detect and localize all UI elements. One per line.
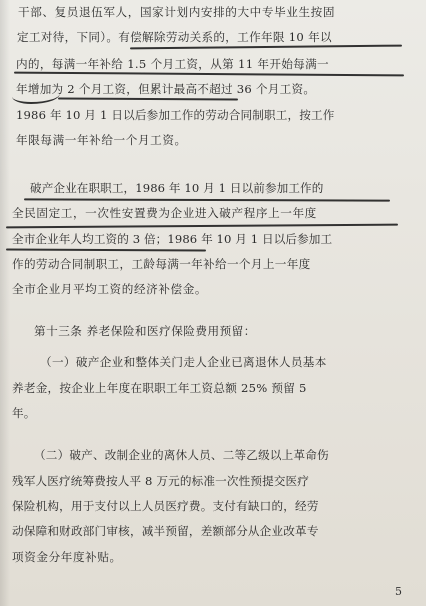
pen-underline-mark	[6, 248, 206, 251]
pen-underline-mark	[12, 86, 60, 104]
pen-underline-mark	[6, 224, 398, 229]
text-line: 干部、复员退伍军人，国家计划内安排的大中专毕业生按固	[18, 5, 336, 19]
text-line: （二）破产、改制企业的离休人员、二等乙级以上革命伤	[34, 448, 329, 462]
text-line: 保险机构，用于支付以上人员医疗费。支付有缺口的，经劳	[12, 499, 319, 513]
text-line: 定工对待，下同）。有偿解除劳动关系的，工作年限 10 年以	[17, 30, 332, 44]
text-line: 养老金，按企业上年度在职职工年工资总额 25% 预留 5	[12, 381, 307, 395]
text-line: 年限每满一年补给一个月工资。	[16, 133, 187, 147]
pen-underline-mark	[14, 72, 404, 77]
page-number: 5	[395, 585, 402, 598]
text-line: （一）破产企业和整体关门走人企业已离退休人员基本	[40, 355, 327, 369]
text-line: 1986 年 10 月 1 日以后参加工作的劳动合同制职工，按工作	[16, 108, 335, 122]
text-line: 动保障和财政部门审核，减半预留，差额部分从企业改革专	[12, 524, 319, 538]
text-line: 全市企业年人均工资的 3 倍；1986 年 10 月 1 日以后参加工	[12, 232, 333, 246]
text-line: 年增加为 2 个月工资，但累计最高不超过 36 个月工资。	[16, 82, 316, 96]
text-line: 内的，每满一年补给 1.5 个月工资，从第 11 年开始每满一	[16, 57, 329, 71]
pen-underline-mark	[24, 198, 390, 201]
text-line: 全民固定工，一次性安置费为企业进入破产程序上一年度	[12, 206, 317, 220]
text-line: 作的劳动合同制职工，工龄每满一年补给一个月上一年度	[12, 257, 311, 271]
text-line: 全市企业月平均工资的经济补偿金。	[12, 282, 208, 296]
text-line: 项资金分年度补贴。	[12, 550, 122, 564]
text-line: 残军人医疗统筹费按人平 8 万元的标准一次性预提交医疗	[12, 474, 310, 488]
text-line: 年。	[12, 406, 36, 420]
text-line: 破产企业在职职工，1986 年 10 月 1 日以前参加工作的	[30, 181, 324, 195]
pen-underline-mark	[58, 98, 238, 101]
pen-underline-mark	[130, 45, 402, 50]
article-heading: 第十三条 养老保险和医疗保险费用预留：	[34, 324, 256, 338]
page-edge-shadow	[0, 0, 10, 606]
